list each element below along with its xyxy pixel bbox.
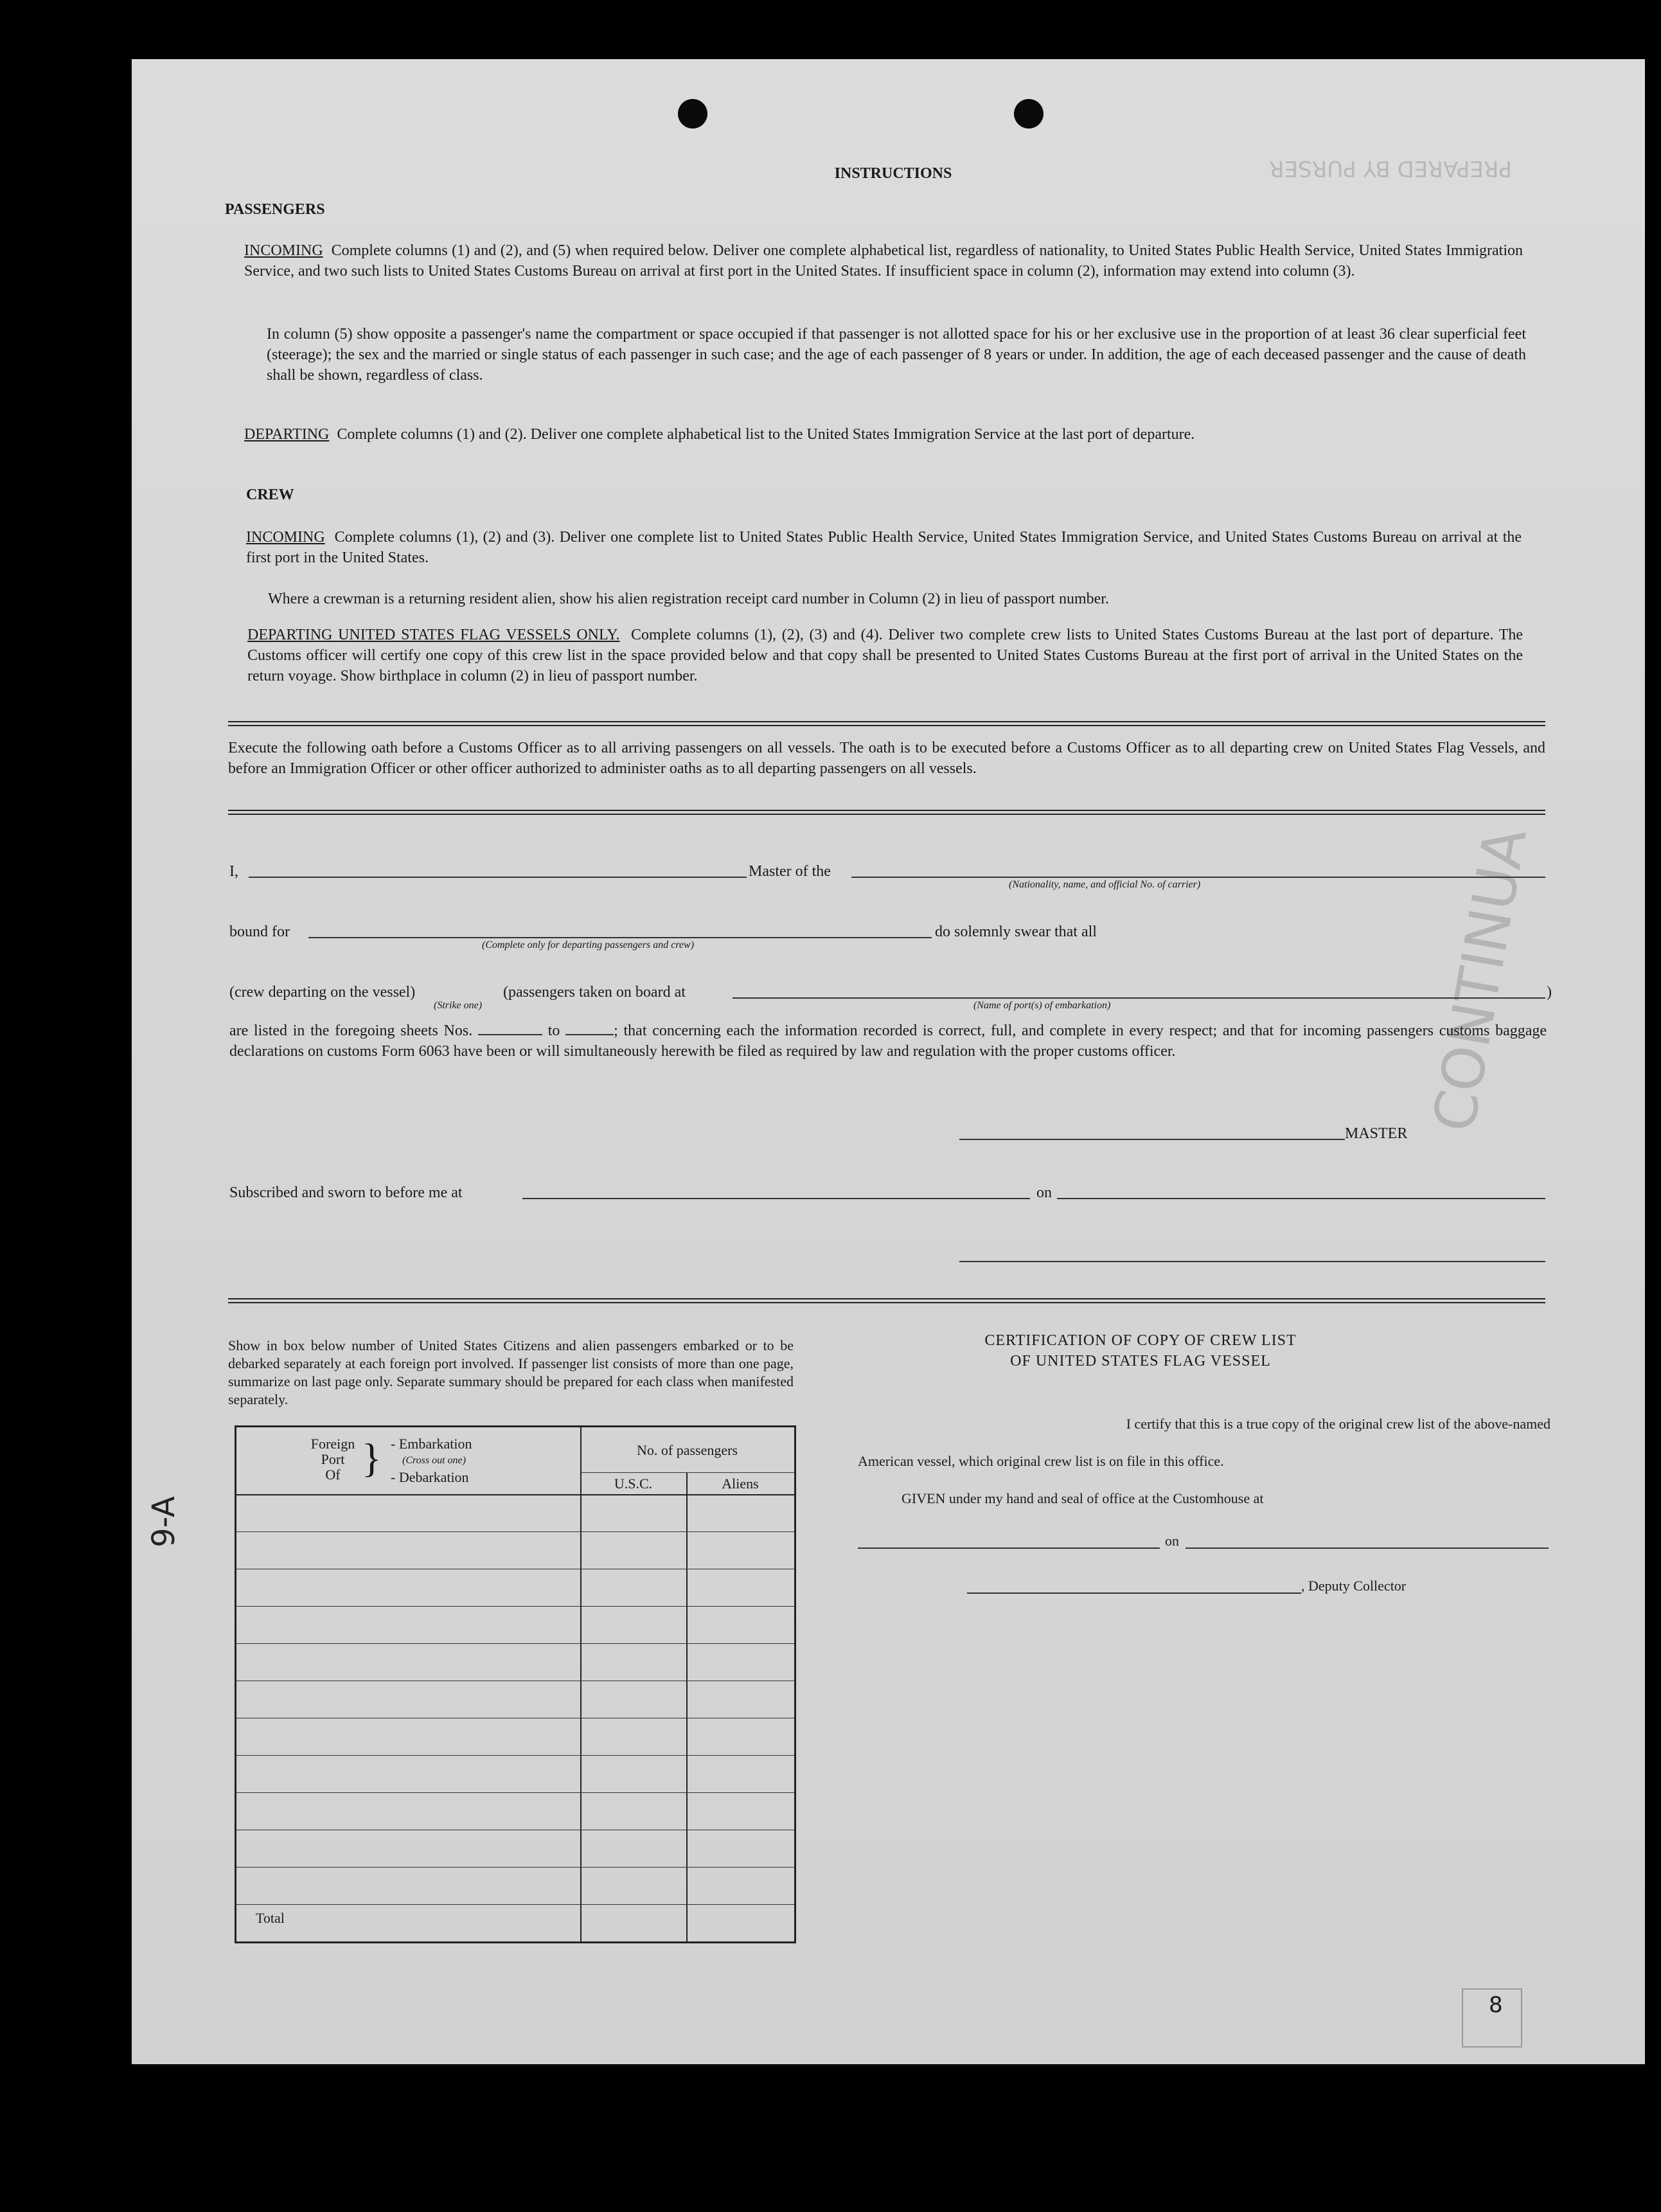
section-divider <box>228 810 1545 815</box>
officer-signature-line[interactable] <box>959 1261 1545 1262</box>
crew-resident-paragraph: Where a crewman is a returning resident alien, show his alien registration receipt card number in Column (2) in lieu of passport number. <box>268 591 1109 607</box>
table-row[interactable] <box>236 1531 794 1532</box>
crew-incoming-text: Complete columns (1), (2) and (3). Deliver one complete list to United States Public Health Service, United States Immigration Service, and United States Customs Bureau on arrival at the first port in the United States. <box>246 529 1522 566</box>
document-page <box>132 59 1645 2064</box>
master-of-label: Master of the <box>749 863 831 880</box>
close-paren: ) <box>1547 984 1552 1001</box>
sworn-on-label: on <box>1036 1184 1052 1201</box>
certification-title-line2: OF UNITED STATES FLAG VESSEL <box>1010 1353 1271 1369</box>
foreign-label: Foreign <box>310 1436 355 1452</box>
listed-text-b: ; that concerning each the information recorded is correct, full, and complete in every respect; and that for incoming passengers customs baggage declarations on customs Form 6063 have been or will simultaneously herewith be filed as required by law and regulation with the proper customs officer. <box>229 1022 1547 1060</box>
certification-date-line[interactable] <box>1186 1548 1549 1549</box>
master-signature-line[interactable] <box>959 1139 1345 1140</box>
listed-to: to <box>547 1022 560 1039</box>
listed-text-a: are listed in the foregoing sheets Nos. <box>229 1022 473 1039</box>
table-row[interactable] <box>236 1643 794 1644</box>
incoming-label: INCOMING <box>244 242 323 259</box>
certification-title-line1: CERTIFICATION OF COPY OF CREW LIST <box>984 1332 1297 1349</box>
bound-for-label: bound for <box>229 923 290 940</box>
column-divider <box>686 1472 688 1941</box>
port-label: Port <box>321 1451 345 1467</box>
page-number: 8 <box>1489 1992 1503 2018</box>
handwritten-note: 9-A <box>145 1496 182 1548</box>
carrier-line[interactable] <box>851 877 1545 878</box>
page-title: INSTRUCTIONS <box>834 165 952 182</box>
debarkation-option[interactable]: - Debarkation <box>391 1469 469 1485</box>
table-row[interactable] <box>236 1755 794 1756</box>
sheet-to-blank[interactable] <box>565 1034 614 1035</box>
sworn-location-line[interactable] <box>522 1198 1030 1199</box>
master-name-line[interactable] <box>249 877 747 878</box>
crew-departing-label: DEPARTING UNITED STATES FLAG VESSELS ONLY. <box>247 627 620 643</box>
crew-incoming-paragraph <box>246 527 1522 568</box>
bound-caption: (Complete only for departing passengers and crew) <box>482 940 695 950</box>
crew-heading: CREW <box>246 486 294 503</box>
total-label: Total <box>256 1910 285 1926</box>
usc-header: U.S.C. <box>614 1476 653 1492</box>
sworn-date-line[interactable] <box>1057 1198 1545 1199</box>
brace-glyph: } <box>362 1435 382 1481</box>
deputy-signature-line[interactable] <box>967 1592 1301 1594</box>
embarkation-port-line[interactable] <box>733 997 1545 999</box>
certify-text-b: American vessel, which original crew list is on file in this office. <box>858 1453 1224 1469</box>
column5-paragraph: In column (5) show opposite a passenger's name the compartment or space occupied if that passenger is not allotted space for his or her exclusive use in the proportion of at least 36 clear superficial feet (steerage); the sex and the married or single status of each passenger in such case; and the age of each passenger of 8 years or under. In addition, the age of each deceased passenger and the cause of death shall be shown, regardless of class. <box>267 326 1526 384</box>
crew-departing-text: Complete columns (1), (2), (3) and (4). Deliver two complete crew lists to United States Customs Bureau at the last port of departure. The Customs officer will certify one copy of this crew list in the space provided below and that copy shall be presented to United States Customs Bureau at the first port of arrival in the United States on the return voyage. Show birthplace in column (2) in lieu of passport number. <box>247 627 1523 684</box>
customhouse-line[interactable] <box>858 1548 1160 1549</box>
certify-text-a: I certify that this is a true copy of the original crew list of the above-named <box>1126 1416 1550 1432</box>
section-divider <box>228 721 1545 726</box>
foreign-port-label <box>307 1436 359 1483</box>
bleed-through-text: PREPARED BY PURSER <box>1269 156 1513 181</box>
embark-options <box>391 1435 472 1486</box>
bleed-through-stamp: CONTINUA <box>1420 823 1540 1137</box>
certification-on-label: on <box>1165 1533 1179 1549</box>
table-row[interactable] <box>236 1867 794 1868</box>
passengers-taken-option: (passengers taken on board at <box>503 984 686 1001</box>
no-of-passengers-header: No. of passengers <box>636 1442 738 1458</box>
swear-text: do solemnly swear that all <box>935 923 1097 940</box>
of-label: Of <box>325 1467 341 1483</box>
header-bottom <box>236 1494 794 1495</box>
page-number-box <box>1462 1988 1522 2047</box>
subscribed-label: Subscribed and sworn to before me at <box>229 1184 463 1201</box>
oath-i-label: I, <box>229 863 238 880</box>
passenger-summary-table <box>235 1425 796 1943</box>
ports-caption: (Name of port(s) of embarkation) <box>973 1000 1111 1011</box>
punch-hole <box>678 99 707 129</box>
cross-out-caption: (Cross out one) <box>402 1455 466 1466</box>
given-text: GIVEN under my hand and seal of office at the Customhouse at <box>902 1490 1264 1506</box>
passengers-departing-paragraph <box>244 424 1523 445</box>
departing-text: Complete columns (1) and (2). Deliver one complete alphabetical list to the United States Immigration Service at the last port of departure. <box>337 426 1195 443</box>
deputy-collector-label: , Deputy Collector <box>1301 1578 1407 1594</box>
table-row[interactable] <box>236 1792 794 1793</box>
embarkation-option[interactable]: - Embarkation <box>391 1436 472 1452</box>
crew-departing-option: (crew departing on the vessel) <box>229 984 416 1001</box>
incoming-text: Complete columns (1) and (2), and (5) when required below. Deliver one complete alphabetical list, regardless of nationality, to United States Public Health Service, United States Immigration Service, and two such lists to United States Customs Bureau on arrival at first port in the United States. If insufficient space in column (2), information may extend into column (3). <box>244 242 1523 280</box>
certification-title <box>961 1330 1320 1371</box>
sheet-from-blank[interactable] <box>478 1034 542 1035</box>
strike-one-caption: (Strike one) <box>434 1000 483 1011</box>
punch-hole <box>1014 99 1044 129</box>
column-divider <box>580 1427 582 1941</box>
aliens-header: Aliens <box>722 1476 759 1492</box>
bound-for-line[interactable] <box>308 937 932 938</box>
table-row[interactable] <box>236 1606 794 1607</box>
passengers-heading: PASSENGERS <box>225 201 325 218</box>
master-label: MASTER <box>1345 1125 1408 1142</box>
nationality-caption: (Nationality, name, and official No. of carrier) <box>1009 879 1201 890</box>
departing-label: DEPARTING <box>244 426 330 443</box>
crew-incoming-label: INCOMING <box>246 529 325 546</box>
passengers-incoming-paragraph <box>244 240 1523 281</box>
summary-instructions: Show in box below number of United States Citizens and alien passengers embarked or to be debarked separately at each foreign port involved. If passenger list consists of more than one page, summarize on last page only. Separate summary should be prepared for each class when manifested separately. <box>228 1337 794 1407</box>
oath-intro: Execute the following oath before a Customs Officer as to all arriving passengers on all vessels. The oath is to be executed before a Customs Officer as to all departing crew on United States Flag Vessels, and before an Immigration Officer or other officer authorized to administer oaths as to all departing passengers on all vessels. <box>228 740 1545 777</box>
table-row[interactable] <box>236 1904 794 1905</box>
header-divider <box>580 1472 794 1473</box>
crew-departing-paragraph <box>247 625 1523 686</box>
section-divider <box>228 1298 1545 1303</box>
listed-paragraph <box>229 1021 1547 1062</box>
